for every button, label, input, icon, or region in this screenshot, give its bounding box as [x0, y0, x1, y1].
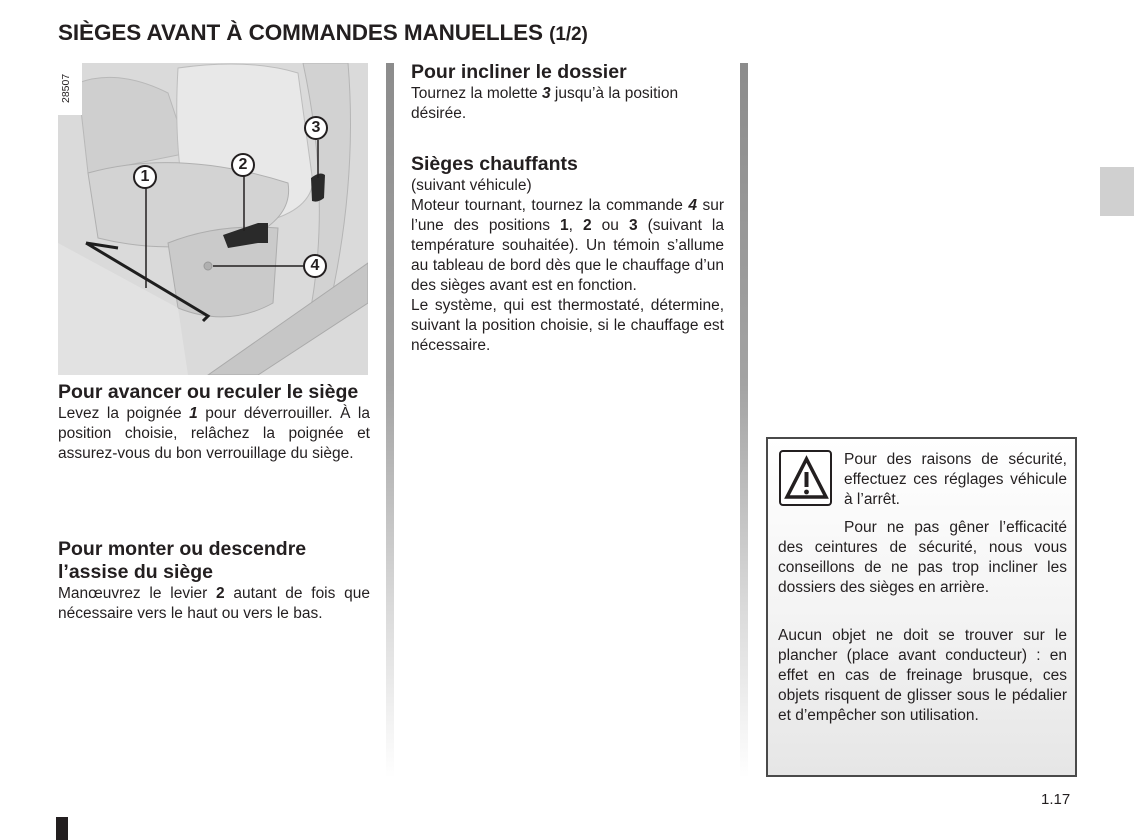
- section-body: Levez la poignée 1 pour déverrouiller. À la position choisie, relâchez la poignée et assurez-vous du bon verrouillage du siège.: [58, 405, 370, 462]
- section-body: Manœuvrez le levier 2 autant de fois que nécessaire vers le haut ou vers le bas.: [58, 585, 370, 622]
- seat-illustration: [58, 63, 368, 375]
- chapter-tab: [1100, 167, 1134, 216]
- section-heading: Sièges chauffants: [411, 153, 578, 175]
- warning-text-3: Aucun objet ne doit se trouver sur le plancher (place avant conducteur) : en effet en cas de freinage brusque, ces objets risquent de glisser sous le pédalier et d’empêcher son utilisation.: [778, 627, 1067, 724]
- column-divider-left: [386, 63, 394, 778]
- callout-3: 3: [304, 116, 328, 140]
- section-body: Moteur tournant, tournez la commande 4 sur l’une des positions 1, 2 ou 3 (suivant la température souhaitée). Un témoin s’allume au tableau de bord dès que le chauffage d’un des sièges avant est en fonction.: [411, 197, 724, 294]
- figure-reference: 28507: [58, 63, 82, 115]
- page-title: [58, 20, 588, 46]
- warning-text-2: Pour ne pas gêner l’efficacité des ceintures de sécurité, nous vous conseillons de ne pas trop incliner les dossiers des sièges en arrière.: [778, 519, 1067, 596]
- section-body-2: Le système, qui est thermostaté, détermine, suivant la position choisie, si le chauffage est nécessaire.: [411, 297, 724, 354]
- warning-box: [766, 437, 1077, 777]
- callout-2: 2: [231, 153, 255, 177]
- section-body: Tournez la molette 3 jusqu’à la position désirée.: [411, 85, 679, 122]
- section-heading: Pour monter ou descendre l’assise du siège: [58, 538, 307, 583]
- page-number: 1.17: [1041, 791, 1071, 808]
- column-divider-right: [740, 63, 748, 778]
- callout-4: 4: [303, 254, 327, 278]
- seat-drawing: [58, 63, 368, 375]
- section-raise-seat: [58, 538, 370, 624]
- warning-triangle-icon: [779, 450, 832, 506]
- warning-text-1: Pour des raisons de sécurité, effectuez ces réglages véhicule à l’arrêt.: [844, 451, 1067, 508]
- callout-1: 1: [133, 165, 157, 189]
- page-title-suffix: (1/2): [549, 24, 588, 45]
- section-recline: [411, 61, 724, 124]
- section-heated-seats: [411, 153, 724, 356]
- section-note: (suivant véhicule): [411, 177, 532, 194]
- section-move-seat: [58, 381, 370, 464]
- section-heading: Pour incliner le dossier: [411, 61, 627, 83]
- page-title-text: SIÈGES AVANT À COMMANDES MANUELLES: [58, 20, 543, 45]
- section-heading: Pour avancer ou reculer le siège: [58, 381, 359, 403]
- crop-mark: [56, 817, 68, 840]
